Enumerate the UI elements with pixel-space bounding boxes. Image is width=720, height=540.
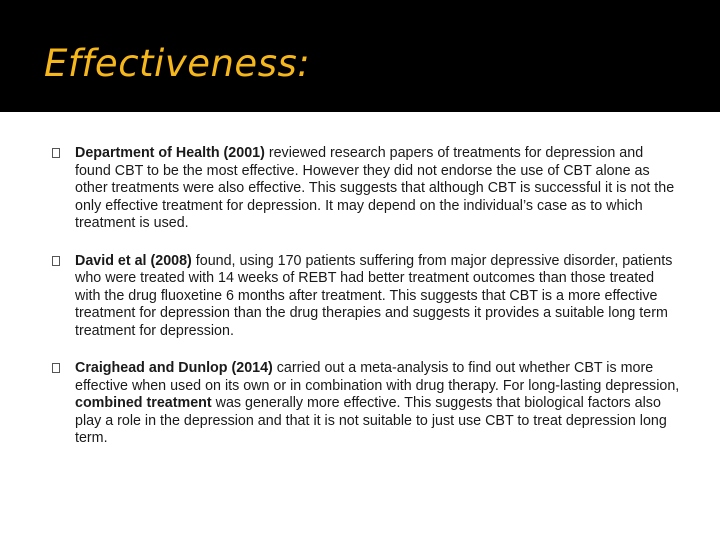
point-text: was generally more effective. This suggests that biological factors also play a role in the depression and that it is not suitable to just use CBT to treat depression long term.	[75, 395, 667, 446]
bullet-point-david-et-al	[52, 253, 682, 341]
title-bar	[0, 0, 720, 112]
citation-craighead-dunlop: Craighead and Dunlop (2014)	[75, 360, 273, 376]
bullet-point-department-of-health	[52, 145, 682, 233]
bullet-list	[52, 145, 682, 468]
box-bullet-icon	[52, 148, 60, 158]
point-text: found, using 170 patients suffering from major depressive disorder, patients who were treated with 14 weeks of REBT had better treatment outcomes than those treated with the drug fluoxetine 6 months after treatment. This suggests that CBT is a more effective treatment for depression than the drug therapies and suggests it provides a suitable long term treatment for depression.	[75, 252, 673, 339]
citation-david-et-al: David et al (2008)	[75, 252, 192, 269]
box-bullet-icon	[52, 256, 60, 266]
point-text: reviewed research papers of treatments for depression and found CBT to be the most effective. However they did not endorse the use of CBT alone as other treatments were also effective. This suggests that although CBT is successful it is not the only effective treatment for depression. It may depend on the individual’s case as to which treatment is used.	[75, 145, 675, 231]
slide-title: Effectiveness:	[44, 42, 311, 85]
box-bullet-icon	[52, 363, 60, 373]
emphasis-combined-treatment: combined treatment	[75, 395, 212, 411]
point-text: carried out a meta-analysis to find out whether CBT is more effective when used on its own or in combination with drug therapy. For long-lasting depression,	[75, 360, 680, 394]
bullet-point-craighead-dunlop	[52, 360, 682, 448]
citation-department-of-health: Department of Health (2001)	[75, 145, 265, 161]
